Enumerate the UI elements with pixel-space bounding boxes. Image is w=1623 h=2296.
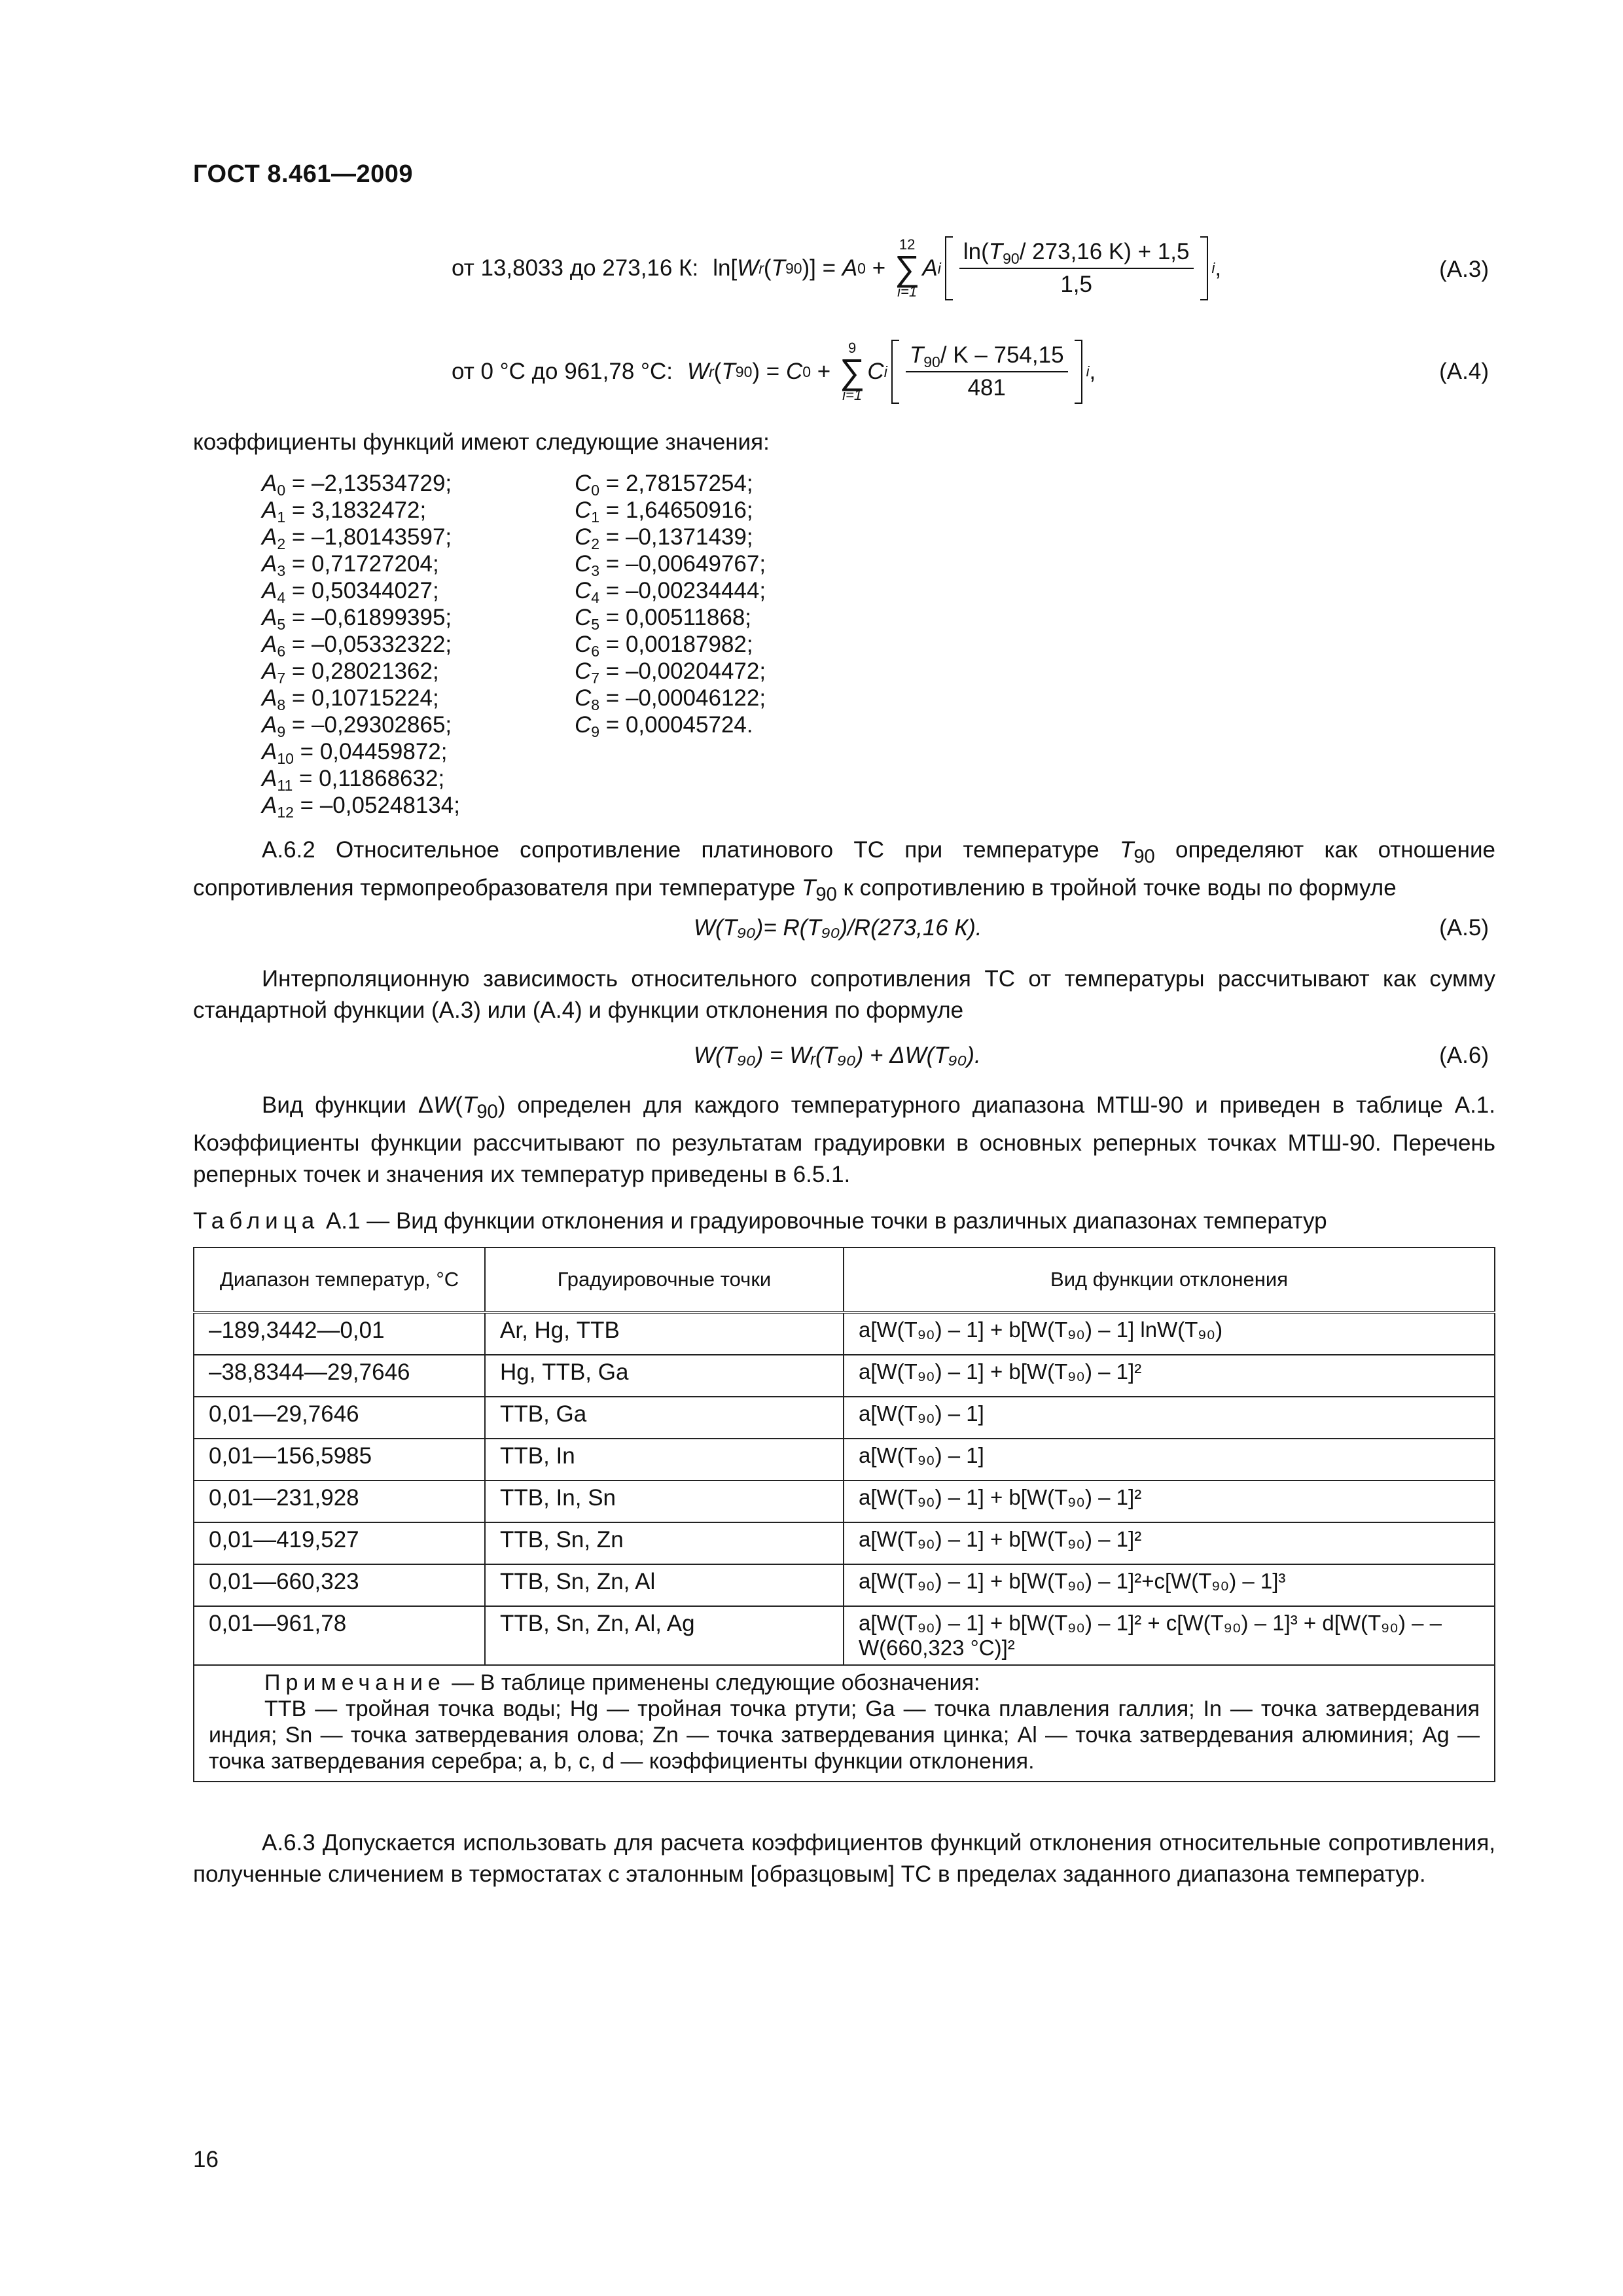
paragraph-function-type: Вид функции $\Delta W(T_{90})$ определен для каждого температурного диапазона МТШ-90 и приведен в таблице А.1. Коэффициенты функции рассчитывают по результатам градуировки в основных реперных точках МТШ-90. Перечень реперных точек и значения их температур приведены в 6.5.1. [193,1092,1495,1187]
cell-points: ТТВ, Sn, Zn, Al [485,1564,844,1606]
equation-a4: от 0 °С до 961,78 °С: W r ( T 90 ) = C 0 + 9 ∑ i=1 C i $\frac{T_{90}/ K - 754,15}{481}$ i , [452,339,1096,403]
eq-a3-range: от 13,8033 до 273,16 К: [452,255,699,281]
table-row [194,1480,1495,1522]
coefficient-c-6: $C_6 = 0,00187982$; [575,632,753,660]
coefficient-a-0: $A_0 = -2,13534729$; [262,471,452,499]
coefficient-a-5: $A_5 = -0,61899395$; [262,605,452,633]
summation-symbol: 9 ∑ i=1 [839,339,865,403]
cell-func: a[W(T₉₀) – 1] + b[W(T₉₀) – 1]² [844,1355,1495,1397]
cell-points: Hg, ТТВ, Ga [485,1355,844,1397]
cell-range: 0,01—660,323 [194,1564,485,1606]
coefficient-a-11: $A_{11} = 0,11868632$; [262,766,445,794]
coefficients-a-list [262,470,460,819]
table-note: Примечание — В таблице применены следующие обозначения: ТТВ — тройная точка воды; Hg — тройная точка ртути; Ga — точка плавления галлия; In — точка затвердевания индия; Sn — точка затвердевания олова; Zn — точка затвердевания цинка; Al — точка затвердевания алюминия; Ag — точка затвердевания серебра; a, b, c, d — коэффициенты функции отклонения. [194,1665,1495,1782]
cell-points: ТТВ, Sn, Zn, Al, Ag [485,1606,844,1665]
cell-func: a[W(T₉₀) – 1] + b[W(T₉₀) – 1]² [844,1480,1495,1522]
deviation-function-table [193,1247,1495,1782]
cell-func: a[W(T₉₀) – 1] + b[W(T₉₀) – 1]²+c[W(T₉₀) – 1]³ [844,1564,1495,1606]
cell-range: 0,01—231,928 [194,1480,485,1522]
coefficient-a-8: $A_8 = 0,10715224$; [262,685,439,713]
paragraph-interpolation: Интерполяционную зависимость относительного сопротивления ТС от температуры рассчитывают как сумму стандартной функции (А.3) или (А.4) и функции отклонения по формуле [193,966,1495,1023]
equation-number-a6: (А.6) [1439,1043,1489,1068]
coefficient-c-4: $C_4 = -0,00234444$; [575,578,766,606]
coefficient-a-6: $A_6 = -0,05332322$; [262,632,452,660]
table-row [194,1564,1495,1606]
coefficient-c-7: $C_7 = -0,00204472$; [575,658,766,687]
coefficient-c-5: $C_5 = 0,00511868$; [575,605,752,633]
coefficient-c-1: $C_1 = 1,64650916$; [575,497,753,526]
cell-range: 0,01—29,7646 [194,1397,485,1439]
cell-points: Ar, Hg, ТТВ [485,1312,844,1355]
document-header: ГОСТ 8.461—2009 [193,160,413,188]
coefficients-intro: коэффициенты функций имеют следующие значения: [193,429,770,455]
table-row [194,1397,1495,1439]
cell-func: a[W(T₉₀) – 1] [844,1397,1495,1439]
table-row [194,1312,1495,1355]
paragraph-a62: А.6.2 Относительное сопротивление платинового ТС при температуре $T_{90}$ определяют как отношение сопротивления термопреобразователя при температуре $T_{90}$ к сопротивлению в тройной точке воды по формуле [193,837,1495,905]
coefficient-c-3: $C_3 = -0,00649767$; [575,551,766,579]
coefficient-c-0: $C_0 = 2,78157254$; [575,471,753,499]
equation-number-a3: (А.3) [1439,257,1489,282]
equation-number-a5: (А.5) [1439,915,1489,941]
cell-points: ТТВ, In, Sn [485,1480,844,1522]
coefficient-a-4: $A_4 = 0,50344027$; [262,578,439,606]
cell-points: ТТВ, Sn, Zn [485,1522,844,1564]
coefficient-a-2: $A_2 = -1,80143597$; [262,524,452,552]
equation-a3: от 13,8033 до 273,16 К: ln[ W r ( T 90 )] = A 0 + 12 ∑ i=1 A i $\frac{\ln(T_{90}/ 273,16 K) + 1,5}{1,5}$ i , [452,236,1222,300]
cell-func: a[W(T₉₀) – 1] + b[W(T₉₀) – 1]² + c[W(T₉₀) – 1]³ + d[W(T₉₀) – – W(660,323 °C)]² [844,1606,1495,1665]
cell-func: a[W(T₉₀) – 1] [844,1439,1495,1480]
fraction: $\frac{T_{90}/ K - 754,15}{481}$ [899,340,1075,404]
coefficient-a-12: $A_{12} = -0,05248134$; [262,793,460,821]
coefficient-a-9: $A_9 = -0,29302865$; [262,712,452,740]
coefficient-a-10: $A_{10} = 0,04459872$; [262,739,448,767]
table-row [194,1439,1495,1480]
coefficient-c-2: $C_2 = -0,1371439$; [575,524,753,552]
cell-range: 0,01—961,78 [194,1606,485,1665]
coefficient-a-1: $A_1 = 3,1832472$; [262,497,427,526]
bracket-group [945,236,1208,300]
equation-number-a4: (А.4) [1439,359,1489,384]
cell-range: –189,3442—0,01 [194,1312,485,1355]
cell-range: 0,01—419,527 [194,1522,485,1564]
table-row [194,1522,1495,1564]
summation-symbol: 12 ∑ i=1 [894,236,920,300]
cell-range: 0,01—156,5985 [194,1439,485,1480]
table-row [194,1606,1495,1665]
coefficients-c-list [575,470,766,738]
cell-func: a[W(T₉₀) – 1] + b[W(T₉₀) – 1]² [844,1522,1495,1564]
cell-points: ТТВ, In [485,1439,844,1480]
eq-a4-range: от 0 °С до 961,78 °С: [452,358,673,384]
equation-a5: W(T₉₀)= R(T₉₀)/R(273,16 К). [694,915,982,941]
column-header-range: Диапазон температур, °С [194,1247,485,1312]
cell-range: –38,8344—29,7646 [194,1355,485,1397]
column-header-function: Вид функции отклонения [844,1247,1495,1312]
bracket-group [891,340,1082,404]
coefficient-a-3: $A_3 = 0,71727204$; [262,551,439,579]
equation-a6: W(T₉₀) = Wᵣ(T₉₀) + ΔW(T₉₀). [694,1043,981,1068]
table-row [194,1355,1495,1397]
coefficient-a-7: $A_7 = 0,28021362$; [262,658,439,687]
fraction: $\frac{\ln(T_{90}/ 273,16 K) + 1,5}{1,5}$ [953,236,1200,300]
cell-points: ТТВ, Ga [485,1397,844,1439]
page-number: 16 [193,2147,219,2172]
paragraph-a63: А.6.3 Допускается использовать для расчета коэффициентов функций отклонения относительные сопротивления, полученные сличением в термостатах с эталонным [образцовым] ТС в пределах заданного диапазона температур. [193,1830,1495,1887]
coefficient-c-9: $C_9 = 0,00045724$. [575,712,753,740]
column-header-points: Градуировочные точки [485,1247,844,1312]
cell-func: a[W(T₉₀) – 1] + b[W(T₉₀) – 1] lnW(T₉₀) [844,1312,1495,1355]
table-caption: Таблица А.1 — Вид функции отклонения и градуировочные точки в различных диапазонах температур [193,1208,1327,1234]
coefficient-c-8: $C_8 = -0,00046122$; [575,685,766,713]
